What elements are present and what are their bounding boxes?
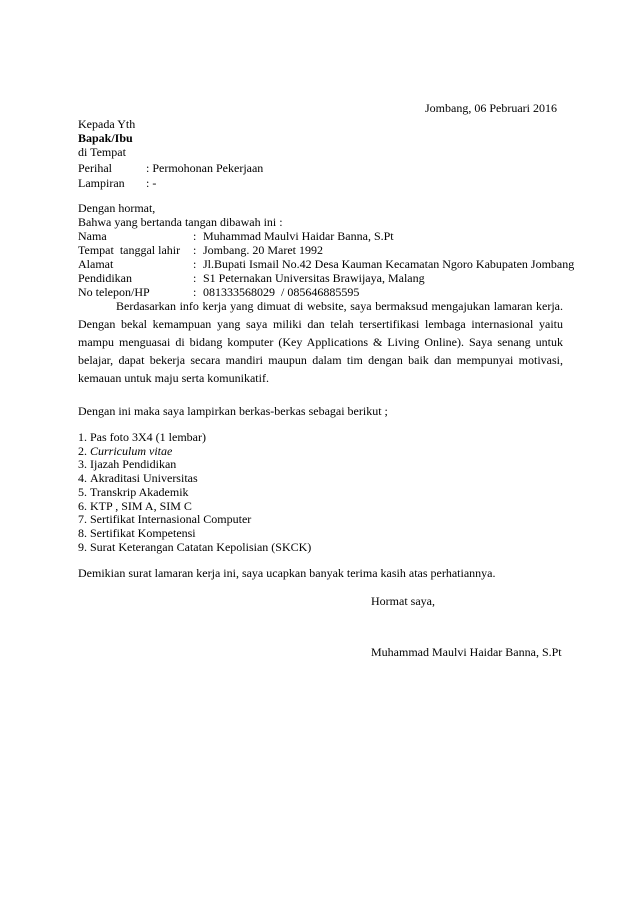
signature-name: Muhammad Maulvi Haidar Banna, S.Pt [371,645,562,659]
recipient-line-3: di Tempat [78,145,126,159]
attachment-item [78,498,192,513]
attachment-number: 5. [78,484,87,499]
attachment-item [78,525,196,540]
identity-colon: : [193,257,197,271]
identity-colon: : [193,285,197,299]
attachment-item [78,539,312,554]
attachment-number: 2. [78,443,87,458]
attachment-number: 8. [78,525,87,540]
identity-value: Jl.Bupati Ismail No.42 Desa Kauman Kecamatan Ngoro Kabupaten Jombang [203,257,575,271]
recipient-line-1: Kepada Yth [78,117,136,131]
attachment-text: KTP , SIM A, SIM C [90,498,192,513]
attachment-item [78,484,189,499]
attachment-number: 7. [78,512,87,527]
identity-row [78,229,568,243]
attachment-text: Curriculum vitae [90,443,173,458]
date-place: Jombang, 06 Pebruari 2016 [425,101,557,115]
identity-label: Pendidikan [78,271,132,285]
perihal-value: : Permohonan Pekerjaan [146,161,264,175]
attachments-intro: Dengan ini maka saya lampirkan berkas-berkas sebagai berikut ; [78,404,388,418]
greeting: Dengan hormat, [78,201,156,215]
identity-colon: : [193,229,197,243]
identity-value: S1 Peternakan Universitas Brawijaya, Malang [203,271,425,285]
attachment-number: 9. [78,539,87,554]
identity-label: No telepon/HP [78,285,150,299]
identity-label: Tempat tanggal lahir [78,243,181,257]
identity-value: Muhammad Maulvi Haidar Banna, S.Pt [203,229,394,243]
attachment-text: Transkrip Akademik [90,484,189,499]
perihal-label: Perihal [78,161,112,175]
attachment-text: Sertifikat Internasional Computer [90,512,252,527]
attachment-text: Pas foto 3X4 (1 lembar) [90,430,206,444]
identity-value: 081333568029 / 085646885595 [203,285,360,299]
salutation: Hormat saya, [371,594,435,608]
identity-value: Jombang. 20 Maret 1992 [203,243,323,257]
attachment-item [78,443,173,458]
intro-text: Bahwa yang bertanda tangan dibawah ini : [78,215,283,229]
body-paragraph [78,297,563,387]
attachment-number: 1. [78,430,87,444]
attachment-item [78,471,198,486]
recipient-line-2: Bapak/Ibu [78,131,133,145]
attachment-text: Sertifikat Kompetensi [90,525,196,540]
attachment-text: Ijazah Pendidikan [90,457,177,472]
attachment-text: Akraditasi Universitas [90,471,198,486]
lampiran-label: Lampiran [78,176,125,190]
identity-row [78,271,568,285]
identity-row [78,257,575,271]
identity-label: Nama [78,229,107,243]
attachment-item [78,512,252,527]
attachment-item [78,430,206,444]
closing-text: Demikian surat lamaran kerja ini, saya ucapkan banyak terima kasih atas perhatiannya. [78,566,496,580]
lampiran-value: : - [146,176,157,190]
attachment-number: 6. [78,498,87,513]
attachment-item [78,457,177,472]
attachment-number: 4. [78,471,87,486]
body-paragraph-text: Berdasarkan info kerja yang dimuat di website, saya bermaksud mengajukan lamaran kerja. Dengan bekal kemampuan yang saya miliki dan telah tersertifikasi lembaga internasional yaitu mampu menguasai di bidang komputer (Key Applications & Living Online). Saya senang untuk belajar, dapat bekerja secara mandiri maupun dalam tim dengan baik dan mempunyai motivasi, kemauan untuk maju serta komunikatif. [78,299,563,385]
identity-label: Alamat [78,257,114,271]
identity-row [78,243,568,257]
attachment-number: 3. [78,457,87,472]
identity-colon: : [193,243,197,257]
identity-colon: : [193,271,197,285]
attachment-text: Surat Keterangan Catatan Kepolisian (SKCK) [90,539,312,554]
